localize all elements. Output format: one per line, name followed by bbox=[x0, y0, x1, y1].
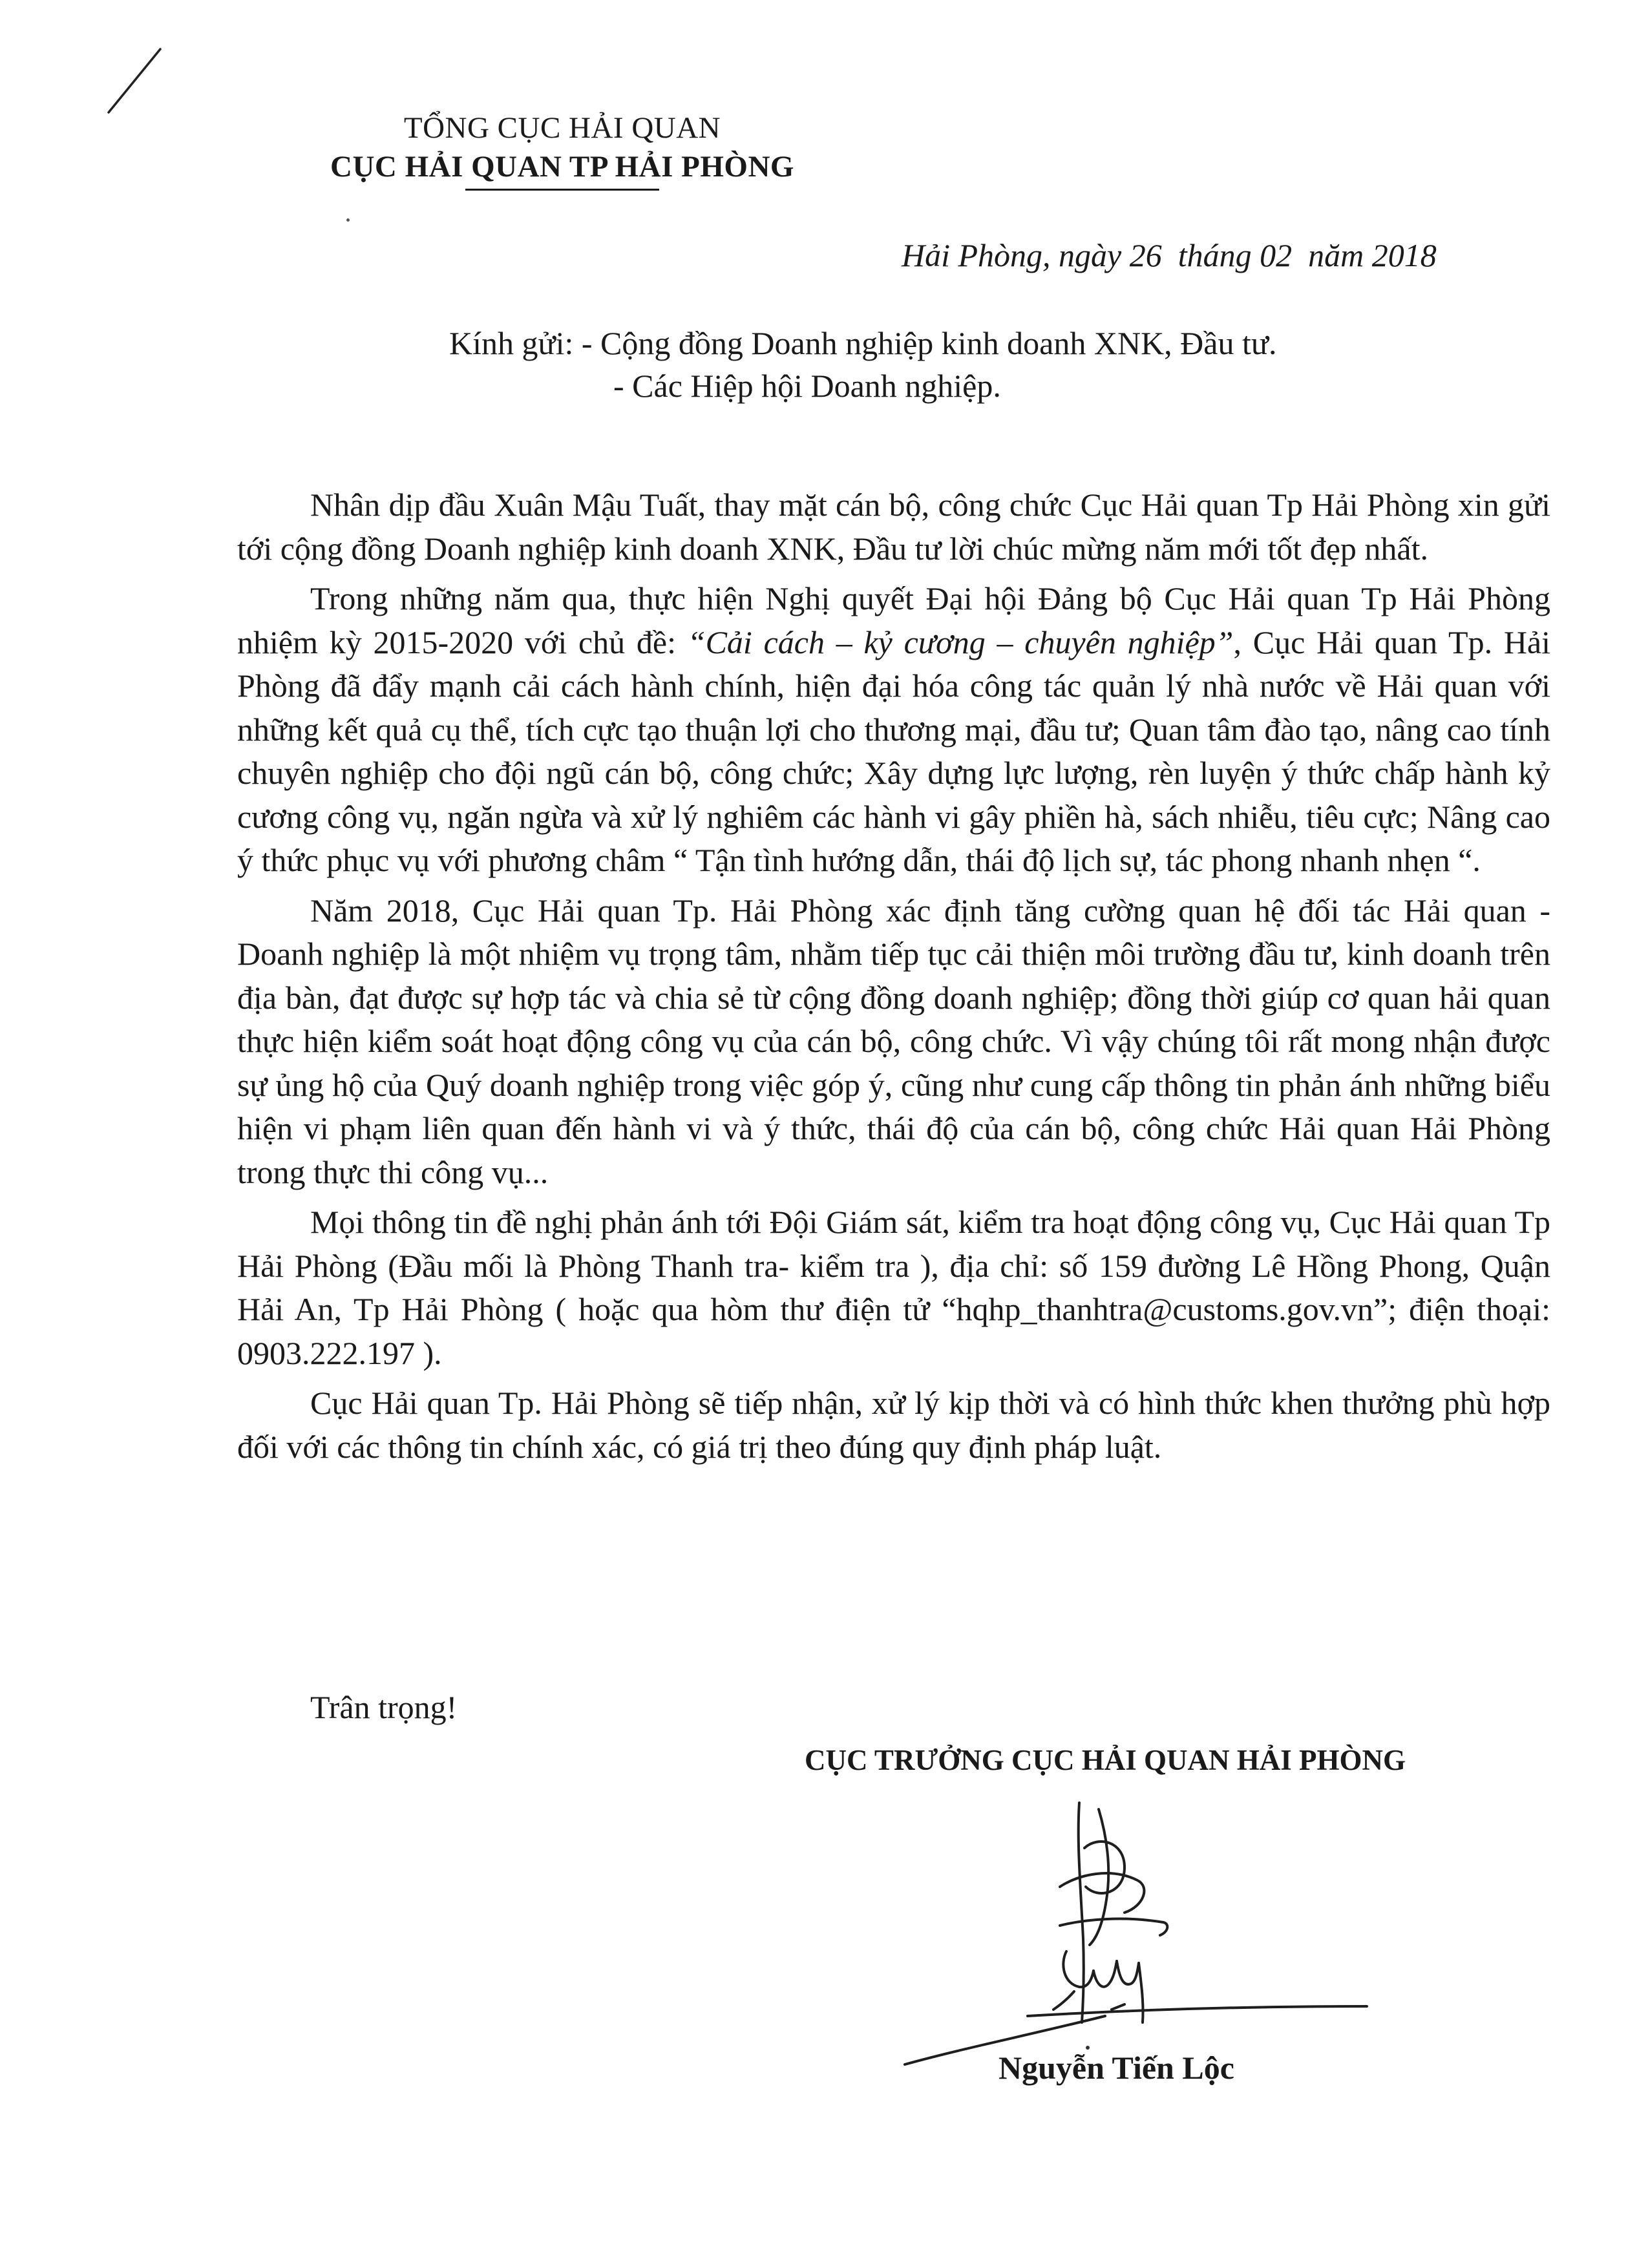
paragraph-contact: Mọi thông tin đề nghị phản ánh tới Đội Giám sát, kiểm tra hoạt động công vụ, Cục Hải quan Tp Hải Phòng (Đầu mối là Phòng Thanh tra- kiểm tra ), địa chỉ: số 159 đường Lê Hồng Phong, Quận Hải An, Tp Hải Phòng ( hoặc qua hòm thư điện tử “hqhp_thanhtra@customs.gov.vn”; điện thoại: 0903.222.197 ). bbox=[237, 1204, 1550, 1371]
recipient-line-1: Kính gửi: - Cộng đồng Doanh nghiệp kinh doanh XNK, Đầu tư. bbox=[449, 325, 1277, 361]
document-header bbox=[271, 109, 853, 191]
handwritten-slash-mark bbox=[103, 45, 168, 116]
signatory-title: CỤC TRƯỞNG CỤC HẢI QUAN HẢI PHÒNG bbox=[805, 1744, 1406, 1776]
paragraph-reward: Cục Hải quan Tp. Hải Phòng sẽ tiếp nhận, xử lý kịp thời và có hình thức khen thưởng phù hợp đối với các thông tin chính xác, có giá trị theo đúng quy định pháp luật. bbox=[237, 1385, 1550, 1465]
paragraph-achievements-rest: , Cục Hải quan Tp. Hải Phòng đã đẩy mạnh cải cách hành chính, hiện đại hóa công tác quản lý nhà nước về Hải quan với những kết quả cụ thể, tích cực tạo thuận lợi cho thương mại, đầu tư; Quan tâm đào tạo, nâng cao tính chuyên nghiệp cho đội ngũ cán bộ, công chức; Xây dựng lực lượng, rèn luyện ý thức chấp hành kỷ cương công vụ, ngăn ngừa và xử lý nghiêm các hành vi gây phiền hà, sách nhiễu, tiêu cực; Nâng cao ý thức phục vụ với phương châm “ Tận tình hướng dẫn, thái độ lịch sự, tác phong nhanh nhẹn “. bbox=[237, 624, 1551, 878]
header-underline bbox=[465, 189, 659, 191]
letter-body bbox=[237, 483, 1550, 1475]
theme-slogan: “Cải cách – kỷ cương – chuyên nghiệp” bbox=[687, 624, 1234, 660]
paragraph-partnership: Năm 2018, Cục Hải quan Tp. Hải Phòng xác định tăng cường quan hệ đối tác Hải quan - Doanh nghiệp là một nhiệm vụ trọng tâm, nhằm tiếp tục cải thiện môi trường đầu tư, kinh doanh trên địa bàn, đạt được sự hợp tác và chia sẻ từ cộng đồng doanh nghiệp; đồng thời giúp cơ quan hải quan thực hiện kiểm soát hoạt động công vụ của cán bộ, công chức. Vì vậy chúng tôi rất mong nhận được sự ủng hộ của Quý doanh nghiệp trong việc góp ý, cũng như cung cấp thông tin phản ánh những biểu hiện vi phạm liên quan đến hành vi và ý thức, thái độ của cán bộ, công chức Hải quan Hải Phòng trong thực thi công vụ... bbox=[237, 892, 1550, 1190]
paragraph-greeting: Nhân dịp đầu Xuân Mậu Tuất, thay mặt cán bộ, công chức Cục Hải quan Tp Hải Phòng xin gửi tới cộng đồng Doanh nghiệp kinh doanh XNK, Đầu tư lời chúc mừng năm mới tốt đẹp nhất. bbox=[237, 487, 1550, 567]
agency-name: CỤC HẢI QUAN TP HẢI PHÒNG bbox=[330, 150, 794, 184]
signer-name: Nguyễn Tiến Lộc bbox=[998, 2050, 1234, 2086]
paragraph-achievements bbox=[237, 577, 1550, 883]
recipient-line-2: - Các Hiệp hội Doanh nghiệp. bbox=[613, 368, 1001, 404]
recipients-block bbox=[449, 322, 1276, 407]
scan-speck bbox=[346, 218, 350, 222]
paragraph-achievements-intro: Trong những năm qua, thực hiện Nghị quyết Đại hội Đảng bộ Cục Hải quan Tp Hải Phòng nhiệm kỳ 2015-2020 với chủ đề: bbox=[237, 580, 1550, 660]
parent-agency-name: TỔNG CỤC HẢI QUAN bbox=[403, 111, 721, 145]
date-line: Hải Phòng, ngày 26 tháng 02 năm 2018 bbox=[902, 237, 1437, 273]
closing-line: Trân trọng! bbox=[310, 1689, 458, 1725]
